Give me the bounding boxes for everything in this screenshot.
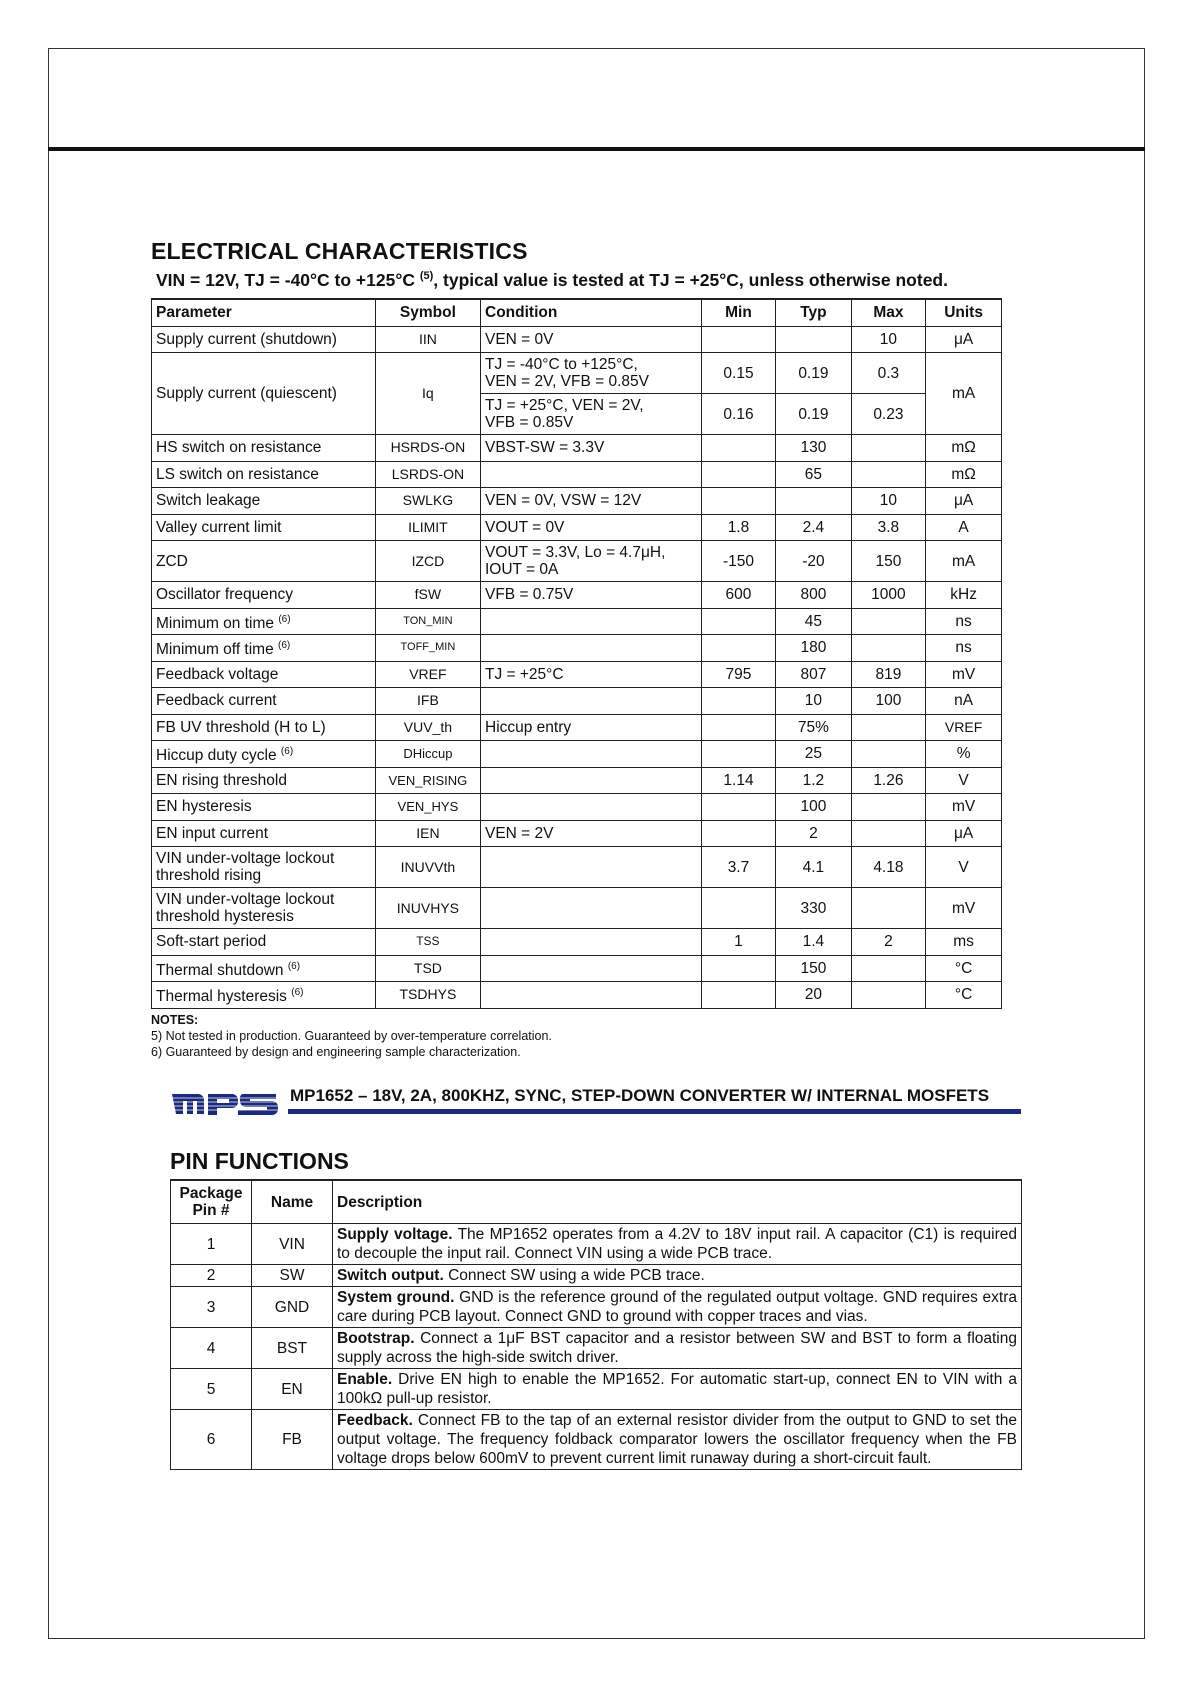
- symbol-cell: DHiccup: [375, 741, 480, 768]
- min-cell: [701, 982, 775, 1009]
- min-cell: [701, 955, 775, 982]
- unit-cell: mV: [926, 661, 1002, 688]
- param-cell: [152, 955, 376, 982]
- typ-cell: 180: [776, 635, 851, 662]
- max-cell: [851, 635, 926, 662]
- pin-description: [333, 1287, 1022, 1328]
- min-cell: [701, 488, 775, 515]
- symbol-cell: VEN_RISING: [375, 767, 480, 794]
- max-cell: 10: [851, 488, 926, 515]
- unit-cell: μA: [926, 820, 1002, 847]
- condition-cell: [481, 394, 702, 435]
- param-cell: Feedback voltage: [152, 661, 376, 688]
- table-row: [152, 929, 1002, 956]
- param-cell: [152, 847, 376, 888]
- header-pin-line2: Pin #: [192, 1202, 230, 1219]
- symbol-cell: SWLKG: [375, 488, 480, 515]
- header-pin-line1: Package: [179, 1185, 243, 1202]
- banner-title: MP1652 – 18V, 2A, 800KHZ, SYNC, STEP-DOWN CONVERTER W/ INTERNAL MOSFETS: [290, 1086, 990, 1105]
- param-cell: [152, 608, 376, 635]
- mps-logo: [170, 1086, 282, 1116]
- condition-line: TJ = -40°C to +125°C,: [485, 356, 638, 373]
- typ-cell: 4.1: [776, 847, 851, 888]
- pin-table: [170, 1179, 1022, 1470]
- header-typ: Typ: [776, 299, 851, 326]
- note-ref: (6): [287, 960, 301, 972]
- desc-text: Connect SW using a wide PCB trace.: [443, 1267, 705, 1284]
- typ-cell: [776, 488, 851, 515]
- typ-cell: 330: [776, 888, 851, 929]
- table-row: [152, 435, 1002, 462]
- note-ref: (6): [280, 746, 294, 758]
- pin-number: 4: [171, 1328, 252, 1369]
- unit-cell: μA: [926, 326, 1002, 353]
- unit-cell: °C: [926, 982, 1002, 1009]
- unit-cell: V: [926, 767, 1002, 794]
- pin-number: 6: [171, 1410, 252, 1470]
- unit-cell: A: [926, 514, 1002, 541]
- header-min: Min: [701, 299, 775, 326]
- pin-description: [333, 1265, 1022, 1287]
- pin-name: GND: [252, 1287, 333, 1328]
- min-cell: 0.16: [701, 394, 775, 435]
- param-cell: Soft-start period: [152, 929, 376, 956]
- min-cell: [701, 461, 775, 488]
- typ-cell: 807: [776, 661, 851, 688]
- min-cell: 1.14: [701, 767, 775, 794]
- table-row: [152, 794, 1002, 821]
- condition-cell: VEN = 2V: [481, 820, 702, 847]
- max-cell: 3.8: [851, 514, 926, 541]
- symbol-cell: IZCD: [375, 541, 480, 582]
- condition-line: VOUT = 3.3V, Lo = 4.7μH,: [485, 544, 666, 561]
- desc-text: The MP1652 operates from a 4.2V to 18V input rail. A capacitor (C1) is required to decouple the input rail. Connect VIN using a wide PCB trace.: [337, 1226, 1017, 1262]
- desc-lead: Supply voltage.: [337, 1226, 453, 1243]
- max-cell: 2: [851, 929, 926, 956]
- table-row: [152, 514, 1002, 541]
- pin-name: FB: [252, 1410, 333, 1470]
- symbol-cell: VREF: [375, 661, 480, 688]
- param-line: threshold rising: [156, 867, 262, 884]
- max-cell: [851, 982, 926, 1009]
- table-header-row: [152, 299, 1002, 326]
- unit-cell: VREF: [926, 714, 1002, 741]
- param-cell: FB UV threshold (H to L): [152, 714, 376, 741]
- max-cell: 1000: [851, 582, 926, 609]
- condition-cell: VOUT = 0V: [481, 514, 702, 541]
- table-row: [152, 326, 1002, 353]
- param-cell: Oscillator frequency: [152, 582, 376, 609]
- symbol-cell: fSW: [375, 582, 480, 609]
- pin-name: SW: [252, 1265, 333, 1287]
- param-cell: Supply current (quiescent): [152, 353, 376, 435]
- note-5: 5) Not tested in production. Guaranteed by over-temperature correlation.: [151, 1029, 552, 1043]
- unit-cell: ns: [926, 608, 1002, 635]
- desc-lead: Enable.: [337, 1371, 393, 1388]
- header-description: Description: [333, 1180, 1022, 1224]
- desc-text: Connect FB to the tap of an external resistor divider from the output to GND to set the output voltage. The frequency foldback comparator lowers the oscillator frequency when the FB voltage drops below 600mV to prevent current limit runaway during a short-circuit fault.: [337, 1412, 1017, 1467]
- max-cell: 0.3: [851, 353, 926, 394]
- condition-cell: TJ = +25°C: [481, 661, 702, 688]
- symbol-cell: Iq: [375, 353, 480, 435]
- typ-cell: 800: [776, 582, 851, 609]
- typ-cell: 1.2: [776, 767, 851, 794]
- pin-name: VIN: [252, 1224, 333, 1265]
- min-cell: [701, 326, 775, 353]
- electrical-title: ELECTRICAL CHARACTERISTICS: [151, 238, 528, 264]
- symbol-cell: INUVHYS: [375, 888, 480, 929]
- typ-cell: 0.19: [776, 353, 851, 394]
- pin-row: [171, 1410, 1022, 1470]
- condition-cell: [481, 688, 702, 715]
- param-cell: EN input current: [152, 820, 376, 847]
- max-cell: 150: [851, 541, 926, 582]
- typ-cell: 130: [776, 435, 851, 462]
- typ-cell: 2.4: [776, 514, 851, 541]
- header-name: Name: [252, 1180, 333, 1224]
- min-cell: [701, 608, 775, 635]
- max-cell: [851, 820, 926, 847]
- param-text: Thermal shutdown: [156, 961, 284, 979]
- symbol-cell: IEN: [375, 820, 480, 847]
- typ-cell: 20: [776, 982, 851, 1009]
- param-cell: Switch leakage: [152, 488, 376, 515]
- condition-line: TJ = +25°C, VEN = 2V,: [485, 397, 644, 414]
- symbol-cell: INUVVth: [375, 847, 480, 888]
- table-row: [152, 955, 1002, 982]
- condition-cell: [481, 741, 702, 768]
- param-text: Minimum off time: [156, 641, 274, 659]
- min-cell: [701, 688, 775, 715]
- typ-cell: [776, 326, 851, 353]
- unit-cell: ms: [926, 929, 1002, 956]
- symbol-cell: TSDHYS: [375, 982, 480, 1009]
- unit-cell: nA: [926, 688, 1002, 715]
- condition-cell: [481, 461, 702, 488]
- condition-cell: [481, 541, 702, 582]
- table-row: [152, 688, 1002, 715]
- symbol-cell: IFB: [375, 688, 480, 715]
- pin-number: 3: [171, 1287, 252, 1328]
- param-cell: Feedback current: [152, 688, 376, 715]
- max-cell: 100: [851, 688, 926, 715]
- param-cell: EN hysteresis: [152, 794, 376, 821]
- unit-cell: °C: [926, 955, 1002, 982]
- condition-cell: [481, 794, 702, 821]
- param-cell: HS switch on resistance: [152, 435, 376, 462]
- typ-cell: 25: [776, 741, 851, 768]
- unit-cell: mV: [926, 794, 1002, 821]
- min-cell: 3.7: [701, 847, 775, 888]
- typ-cell: 10: [776, 688, 851, 715]
- typ-cell: -20: [776, 541, 851, 582]
- min-cell: [701, 714, 775, 741]
- table-row: [152, 741, 1002, 768]
- condition-cell: VEN = 0V: [481, 326, 702, 353]
- pin-description: [333, 1369, 1022, 1410]
- min-cell: [701, 741, 775, 768]
- condition-cell: Hiccup entry: [481, 714, 702, 741]
- typ-cell: 0.19: [776, 394, 851, 435]
- table-row: [152, 888, 1002, 929]
- header-rule: [48, 147, 1145, 151]
- max-cell: [851, 714, 926, 741]
- unit-cell: ns: [926, 635, 1002, 662]
- table-row: [152, 461, 1002, 488]
- header-symbol: Symbol: [375, 299, 480, 326]
- conditions-note: (5): [419, 270, 434, 283]
- param-cell: Valley current limit: [152, 514, 376, 541]
- pin-description: [333, 1410, 1022, 1470]
- param-text: Minimum on time: [156, 614, 274, 632]
- condition-cell: [481, 955, 702, 982]
- desc-text: GND is the reference ground of the regulated output voltage. GND requires extra care during PCB layout. Connect GND to ground with copper traces and vias.: [337, 1289, 1017, 1325]
- header-max: Max: [851, 299, 926, 326]
- min-cell: [701, 820, 775, 847]
- param-line: VIN under-voltage lockout: [156, 891, 335, 908]
- pin-row: [171, 1328, 1022, 1369]
- param-line: VIN under-voltage lockout: [156, 850, 335, 867]
- param-cell: [152, 888, 376, 929]
- pin-row: [171, 1369, 1022, 1410]
- symbol-cell: LSRDS-ON: [375, 461, 480, 488]
- table-row: [152, 353, 1002, 394]
- table-row: [152, 635, 1002, 662]
- typ-cell: 45: [776, 608, 851, 635]
- max-cell: [851, 435, 926, 462]
- min-cell: 1.8: [701, 514, 775, 541]
- pin-row: [171, 1224, 1022, 1265]
- param-line: threshold hysteresis: [156, 908, 294, 925]
- max-cell: [851, 955, 926, 982]
- symbol-cell: ILIMIT: [375, 514, 480, 541]
- conditions-tail: , typical value is tested at TJ = +25°C, unless otherwise noted.: [433, 270, 948, 290]
- pin-number: 1: [171, 1224, 252, 1265]
- condition-cell: [481, 353, 702, 394]
- symbol-cell: VUV_th: [375, 714, 480, 741]
- pin-description: [333, 1224, 1022, 1265]
- condition-cell: VFB = 0.75V: [481, 582, 702, 609]
- max-cell: [851, 741, 926, 768]
- symbol-cell: VEN_HYS: [375, 794, 480, 821]
- min-cell: [701, 794, 775, 821]
- table-row: [152, 608, 1002, 635]
- header-pin: [171, 1180, 252, 1224]
- unit-cell: mΩ: [926, 435, 1002, 462]
- header-condition: Condition: [481, 299, 702, 326]
- min-cell: 795: [701, 661, 775, 688]
- table-row: [152, 541, 1002, 582]
- desc-text: Drive EN high to enable the MP1652. For automatic start-up, connect EN to VIN with a 100kΩ pull-up resistor.: [337, 1371, 1017, 1407]
- param-cell: [152, 635, 376, 662]
- desc-lead: Switch output.: [337, 1267, 444, 1284]
- table-row: [152, 582, 1002, 609]
- electrical-table: [151, 298, 1002, 1009]
- pin-name: BST: [252, 1328, 333, 1369]
- condition-line: VFB = 0.85V: [485, 414, 574, 431]
- condition-line: IOUT = 0A: [485, 561, 559, 578]
- min-cell: 0.15: [701, 353, 775, 394]
- condition-cell: [481, 608, 702, 635]
- banner-bar: [288, 1109, 1021, 1114]
- condition-cell: [481, 982, 702, 1009]
- note-ref: (6): [278, 640, 291, 652]
- pin-header-row: [171, 1180, 1022, 1224]
- header-parameter: Parameter: [152, 299, 376, 326]
- typ-cell: 1.4: [776, 929, 851, 956]
- condition-line: VEN = 2V, VFB = 0.85V: [485, 373, 649, 390]
- pin-number: 2: [171, 1265, 252, 1287]
- max-cell: 1.26: [851, 767, 926, 794]
- symbol-cell: TSD: [375, 955, 480, 982]
- symbol-cell: IIN: [375, 326, 480, 353]
- max-cell: 4.18: [851, 847, 926, 888]
- table-row: [152, 767, 1002, 794]
- unit-cell: mΩ: [926, 461, 1002, 488]
- min-cell: 1: [701, 929, 775, 956]
- symbol-cell: HSRDS-ON: [375, 435, 480, 462]
- pin-row: [171, 1287, 1022, 1328]
- notes-heading: NOTES:: [151, 1013, 199, 1027]
- table-row: [152, 488, 1002, 515]
- param-cell: LS switch on resistance: [152, 461, 376, 488]
- condition-cell: [481, 847, 702, 888]
- notes-block: [151, 1012, 552, 1060]
- pin-row: [171, 1265, 1022, 1287]
- min-cell: -150: [701, 541, 775, 582]
- note-ref: (6): [291, 987, 304, 999]
- condition-cell: VBST-SW = 3.3V: [481, 435, 702, 462]
- table-row: [152, 714, 1002, 741]
- conditions-text: VIN = 12V, TJ = -40°C to +125°C: [156, 270, 415, 290]
- typ-cell: 100: [776, 794, 851, 821]
- table-row: [152, 847, 1002, 888]
- max-cell: 10: [851, 326, 926, 353]
- typ-cell: 65: [776, 461, 851, 488]
- min-cell: [701, 888, 775, 929]
- desc-text: Connect a 1μF BST capacitor and a resistor between SW and BST to form a floating supply across the high-side switch driver.: [337, 1330, 1017, 1366]
- pin-name: EN: [252, 1369, 333, 1410]
- max-cell: 0.23: [851, 394, 926, 435]
- typ-cell: 2: [776, 820, 851, 847]
- condition-cell: [481, 635, 702, 662]
- unit-cell: mA: [926, 541, 1002, 582]
- typ-cell: 150: [776, 955, 851, 982]
- max-cell: [851, 461, 926, 488]
- max-cell: 819: [851, 661, 926, 688]
- symbol-cell: TON_MIN: [375, 608, 480, 635]
- note-ref: (6): [278, 613, 291, 625]
- pin-number: 5: [171, 1369, 252, 1410]
- desc-lead: System ground.: [337, 1289, 455, 1306]
- unit-cell: V: [926, 847, 1002, 888]
- symbol-cell: TOFF_MIN: [375, 635, 480, 662]
- unit-cell: kHz: [926, 582, 1002, 609]
- condition-cell: VEN = 0V, VSW = 12V: [481, 488, 702, 515]
- desc-lead: Bootstrap.: [337, 1330, 415, 1347]
- min-cell: 600: [701, 582, 775, 609]
- table-row: [152, 820, 1002, 847]
- unit-cell: mV: [926, 888, 1002, 929]
- unit-cell: μA: [926, 488, 1002, 515]
- max-cell: [851, 888, 926, 929]
- condition-cell: [481, 767, 702, 794]
- table-row: [152, 982, 1002, 1009]
- condition-cell: [481, 888, 702, 929]
- max-cell: [851, 794, 926, 821]
- typ-cell: 75%: [776, 714, 851, 741]
- param-cell: [152, 982, 376, 1009]
- min-cell: [701, 635, 775, 662]
- param-text: Hiccup duty cycle: [156, 747, 277, 765]
- unit-cell: %: [926, 741, 1002, 768]
- min-cell: [701, 435, 775, 462]
- table-row: [152, 661, 1002, 688]
- param-cell: Supply current (shutdown): [152, 326, 376, 353]
- electrical-conditions: [156, 270, 948, 291]
- pin-description: [333, 1328, 1022, 1369]
- max-cell: [851, 608, 926, 635]
- note-6: 6) Guaranteed by design and engineering sample characterization.: [151, 1045, 521, 1059]
- param-text: Thermal hysteresis: [156, 988, 287, 1006]
- param-cell: EN rising threshold: [152, 767, 376, 794]
- desc-lead: Feedback.: [337, 1412, 413, 1429]
- symbol-cell: TSS: [375, 929, 480, 956]
- header-units: Units: [926, 299, 1002, 326]
- condition-cell: [481, 929, 702, 956]
- unit-cell: mA: [926, 353, 1002, 435]
- pin-functions-title: PIN FUNCTIONS: [170, 1148, 349, 1174]
- param-cell: [152, 741, 376, 768]
- param-cell: ZCD: [152, 541, 376, 582]
